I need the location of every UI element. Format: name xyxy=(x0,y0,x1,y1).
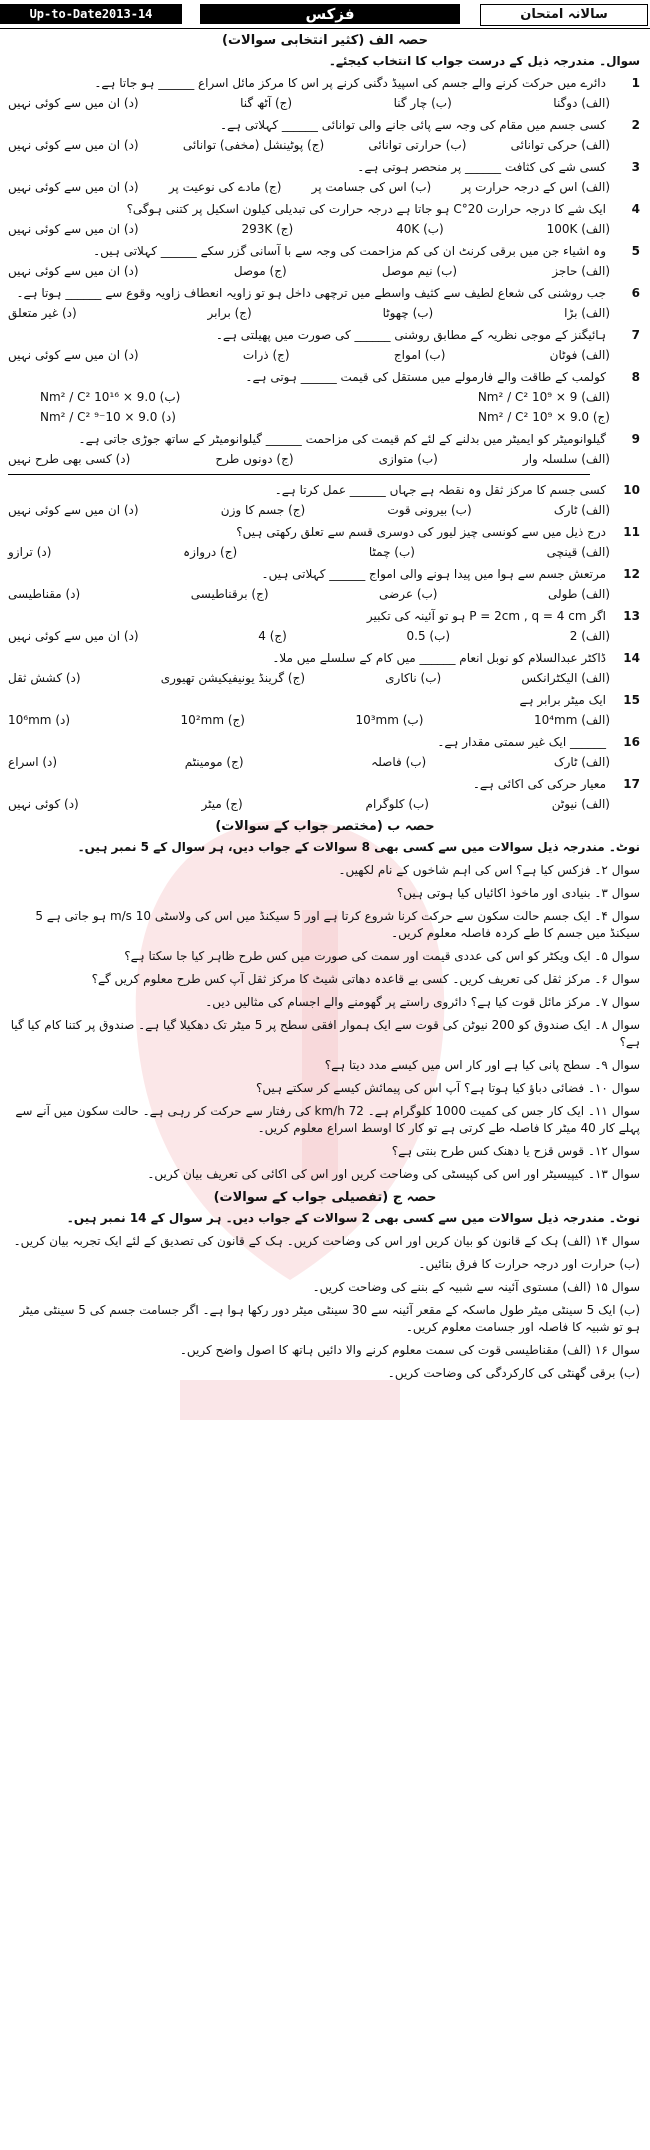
mcq-question xyxy=(0,479,650,501)
option: (الف) الیکٹرانکس xyxy=(521,671,610,685)
mcq-item xyxy=(0,324,650,366)
question-text: کسی شے کی کثافت ______ پر منحصر ہوتی ہے۔ xyxy=(357,160,606,174)
question-text: جب روشنی کی شعاع لطیف سے کثیف واسطے میں ترچھی داخل ہو تو زاویہ انعطاف زاویہ وقوع سے ______ ہوتا ہے۔ xyxy=(16,286,606,300)
option: (الف) 9 × 10⁹ Nm² / C² xyxy=(477,390,610,404)
question-item: سوال ۱۱۔ ایک کار جس کی کمیت 1000 کلوگرام ہے۔ 72 km/h کی رفتار سے حرکت کر رہی ہے۔ حالت سکون میں آنے سے پہلے کار 40 میٹر کا فاصلہ طے کرتی ہے تو کار کا اوسط اسراع معلوم کریں۔ xyxy=(15,1104,640,1135)
mcq-question xyxy=(0,521,650,543)
question-text: کسی جسم کا مرکز ثقل وہ نقطہ ہے جہاں ______ عمل کرتا ہے۔ xyxy=(274,483,606,497)
option: (د) ان میں سے کوئی نہیں xyxy=(8,96,139,110)
mcq-question xyxy=(0,428,650,450)
question-item: سوال ۸۔ ایک صندوق کو 200 نیوٹن کی قوت سے ایک ہموار افقی سطح پر 5 میٹر تک دھکیلا گیا ہے۔ صندوق پر کتنا کام کیا گیا ہے؟ xyxy=(10,1018,640,1049)
question-text: کولمب کے طاقت والے فارمولے میں مستقل کی قیمت ______ ہوتی ہے۔ xyxy=(245,370,606,384)
question-number: 7 xyxy=(631,328,640,342)
option: (ب) چھوٹا xyxy=(382,306,434,320)
mcq-question xyxy=(0,282,650,304)
question-number: 1 xyxy=(631,76,640,90)
question-text: دائرے میں حرکت کرنے والے جسم کی اسپیڈ دگنی کرنے پر اس کا مرکز مائل اسراع ______ ہو جاتا ہے۔ xyxy=(94,76,606,90)
option: (د) کسی بھی طرح نہیں xyxy=(8,452,131,466)
option: (ج) آٹھ گنا xyxy=(240,96,293,110)
question-number: 2 xyxy=(631,118,640,132)
mcq-item xyxy=(0,605,650,647)
mcq-item xyxy=(0,114,650,156)
question-item: سوال ۱۵ (الف) مستوی آئینہ سے شبیہ کے بننے کی وضاحت کریں۔ xyxy=(312,1280,640,1294)
option: (الف) حاجز xyxy=(552,264,610,278)
option: (د) ان میں سے کوئی نہیں xyxy=(8,348,139,362)
option: (د) ان میں سے کوئی نہیں xyxy=(8,180,139,194)
mcq-item xyxy=(0,773,650,815)
question-number: 9 xyxy=(631,432,640,446)
mcq-item xyxy=(0,479,650,521)
question-number: 14 xyxy=(623,651,640,665)
option: (ج) 293K xyxy=(241,222,294,236)
mcq-question xyxy=(0,647,650,669)
options-row xyxy=(0,711,650,731)
option: (الف) اس کے درجہ حرارت پر xyxy=(461,180,610,194)
option: (الف) نیوٹن xyxy=(551,797,610,811)
options-row xyxy=(0,178,650,198)
mcq-question xyxy=(0,689,650,711)
option: (الف) ٹارک xyxy=(553,755,610,769)
mcq-item xyxy=(0,689,650,731)
option: (ج) دونوں طرح xyxy=(215,452,294,466)
option: (ج) دروازہ xyxy=(183,545,238,559)
mcq-question xyxy=(0,605,650,627)
mcq-question xyxy=(0,240,650,262)
option: (د) ان میں سے کوئی نہیں xyxy=(8,629,139,643)
mcq-question xyxy=(0,72,650,94)
option: (ب) متوازی xyxy=(378,452,438,466)
options-row xyxy=(0,585,650,605)
mcq-item xyxy=(0,198,650,240)
section-a-title: حصہ الف (کثیر انتخابی سوالات) xyxy=(222,33,428,48)
mcq-item xyxy=(0,240,650,282)
options-row xyxy=(0,408,650,428)
question-number: 4 xyxy=(631,202,640,216)
mcq-question xyxy=(0,366,650,388)
option: (ج) برقناطیسی xyxy=(190,587,269,601)
option: (ب) 0.5 xyxy=(406,629,451,643)
question-text: ایک میٹر برابر ہے xyxy=(519,693,606,707)
option: (د) ان میں سے کوئی نہیں xyxy=(8,222,139,236)
question-text: کسی جسم میں مقام کی وجہ سے پائی جانے والی توانائی ______ کہلاتی ہے۔ xyxy=(219,118,606,132)
option: (ج) مومینٹم xyxy=(184,755,244,769)
question-text: مرتعش جسم سے ہوا میں پیدا ہونے والی امواج ______ کہلاتی ہیں۔ xyxy=(261,567,606,581)
option: (د) کوئی نہیں xyxy=(8,797,79,811)
question-text: ہائیگنز کے موجی نظریہ کے مطابق روشنی ______ کی صورت میں پھیلتی ہے۔ xyxy=(215,328,606,342)
question-item: سوال ۱۳۔ کیپیسیٹر اور اس کی کپیسٹی کی وضاحت کریں اور اس کی اکائی کی تعریف بیان کریں۔ xyxy=(147,1167,640,1181)
options-row xyxy=(0,346,650,366)
option: (الف) دوگنا xyxy=(553,96,610,110)
options-row xyxy=(0,627,650,647)
option: (ج) جسم کا وزن xyxy=(220,503,306,517)
mcq-item xyxy=(0,156,650,198)
question-text: اگر P = 2cm , q = 4 cm ہو تو آئینہ کی تکبیر xyxy=(366,609,606,623)
section-c-note: نوٹ۔ مندرجہ ذیل سوالات میں سے کسی بھی 2 سوالات کے جواب دیں۔ ہر سوال کے 14 نمبر ہیں۔ xyxy=(66,1211,640,1225)
option: (ج) میٹر xyxy=(201,797,243,811)
mcq-item xyxy=(0,731,650,773)
option: (ب) ناکاری xyxy=(385,671,442,685)
question-item: سوال ۷۔ مرکز مائل قوت کیا ہے؟ دائروی راستے پر گھومنے والے اجسام کی مثالیں دیں۔ xyxy=(205,995,640,1009)
option: (ب) کلوگرام xyxy=(365,797,429,811)
option: (ب) 10³mm xyxy=(355,713,424,727)
option: (د) ان میں سے کوئی نہیں xyxy=(8,138,139,152)
option: (د) غیر متعلق xyxy=(8,306,77,320)
options-row xyxy=(0,543,650,563)
option: (د) 10⁶mm xyxy=(8,713,71,727)
option: (الف) حرکی توانائی xyxy=(510,138,610,152)
option: (د) اسراع xyxy=(8,755,58,769)
question-item: سوال ۱۴ (الف) ہک کے قانون کو بیان کریں اور اس کی وضاحت کریں۔ ہک کے قانون کی تصدیق کے لئے ایک تجربہ بیان کریں۔ xyxy=(13,1234,640,1248)
mcq-question xyxy=(0,563,650,585)
option: (ب) بیرونی قوت xyxy=(387,503,472,517)
short-question-list xyxy=(0,859,650,1186)
option: (د) کشش ثقل xyxy=(8,671,81,685)
option: (د) ان میں سے کوئی نہیں xyxy=(8,503,139,517)
question-number: 6 xyxy=(631,286,640,300)
question-number: 11 xyxy=(623,525,640,539)
options-row xyxy=(0,136,650,156)
option: (الف) ٹارک xyxy=(553,503,610,517)
edition-tag: Up-to-Date2013-14 xyxy=(0,4,182,24)
options-row xyxy=(0,304,650,324)
mcq-item xyxy=(0,428,650,470)
mcq-question xyxy=(0,731,650,753)
option: (ب) امواج xyxy=(393,348,446,362)
option: (ج) برابر xyxy=(207,306,252,320)
question-item: سوال ۶۔ مرکز ثقل کی تعریف کریں۔ کسی بے قاعدہ دھاتی شیٹ کا مرکز ثقل آپ کس طرح معلوم کریں گے؟ xyxy=(91,972,640,986)
mcq-item xyxy=(0,647,650,689)
question-number: 10 xyxy=(623,483,640,497)
option: (ج) مادے کی نوعیت پر xyxy=(168,180,282,194)
question-item: سوال ۳۔ بنیادی اور ماخوذ اکائیاں کیا ہوتی ہیں؟ xyxy=(396,886,640,900)
question-text: گیلوانومیٹر کو ایمیٹر میں بدلنے کے لئے کم قیمت کی مزاحمت ______ گیلوانومیٹر کے ساتھ جوڑی جاتی ہے۔ xyxy=(78,432,606,446)
option: (الف) 100K xyxy=(546,222,610,236)
question-item: سوال ۴۔ ایک جسم حالت سکون سے حرکت کرنا شروع کرتا ہے اور 5 سیکنڈ میں اس کی ولاسٹی 10 m/s ہو جاتی ہے 5 سیکنڈ میں جسم کا طے کردہ فاصلہ معلوم کریں۔ xyxy=(35,909,640,940)
mcq-item xyxy=(0,282,650,324)
option: (الف) طولی xyxy=(548,587,610,601)
question-text: درج ذیل میں سے کونسی چیز لیور کی دوسری قسم سے تعلق رکھتی ہیں؟ xyxy=(236,525,606,539)
option: (ب) 40K xyxy=(396,222,444,236)
option: (د) ان میں سے کوئی نہیں xyxy=(8,264,139,278)
option: (ج) پوٹینشل (مخفی) توانائی xyxy=(182,138,325,152)
options-row xyxy=(0,94,650,114)
question-item: سوال ۹۔ سطح پانی کیا ہے اور کار اس میں کیسے مدد دیتا ہے؟ xyxy=(324,1058,640,1072)
subject-title: فزکس xyxy=(200,4,460,24)
option: (الف) قینچی xyxy=(546,545,610,559)
question-number: 12 xyxy=(623,567,640,581)
option: (د) مقناطیسی xyxy=(8,587,81,601)
mcq-item xyxy=(0,72,650,114)
option: (ب) نیم موصل xyxy=(381,264,458,278)
exam-type-label: سالانہ امتحان xyxy=(480,4,648,26)
option: (الف) 10⁴mm xyxy=(533,713,610,727)
divider-line xyxy=(8,474,590,475)
question-text: وہ اشیاء جن میں برقی کرنٹ ان کی کم مزاحمت کی وجہ سے با آسانی گزر سکے ______ کہلاتی ہیں۔ xyxy=(93,244,606,258)
options-row xyxy=(0,501,650,521)
question-number: 17 xyxy=(623,777,640,791)
question-text: ایک شے کا درجہ حرارت 20°C ہو جاتا ہے درجہ حرارت کی تبدیلی کیلون اسکیل پر کتنی ہوگی؟ xyxy=(126,202,606,216)
question-number: 8 xyxy=(631,370,640,384)
mcq-question xyxy=(0,114,650,136)
options-row xyxy=(0,669,650,689)
option: (ب) 9.0 × 10¹⁶ Nm² / C² xyxy=(40,390,181,404)
option: (ب) چمٹا xyxy=(368,545,415,559)
option: (ب) اس کی جسامت پر xyxy=(311,180,432,194)
option: (د) 9.0 × 10⁻⁹ Nm² / C² xyxy=(40,410,176,424)
option: (ب) چار گنا xyxy=(393,96,452,110)
header-bar xyxy=(0,0,650,29)
question-text: معیار حرکی کی اکائی ہے۔ xyxy=(472,777,606,791)
long-question-list xyxy=(0,1230,650,1385)
options-row xyxy=(0,795,650,815)
mcq-question xyxy=(0,773,650,795)
mcq-item xyxy=(0,521,650,563)
question-number: 15 xyxy=(623,693,640,707)
mcq-item xyxy=(0,366,650,428)
option: (ج) 9.0 × 10⁹ Nm² / C² xyxy=(478,410,610,424)
options-row xyxy=(0,753,650,773)
options-row xyxy=(0,220,650,240)
question-item: (ب) ایک 5 سینٹی میٹر طول ماسکہ کے مقعر آئینہ سے 30 سینٹی میٹر دور رکھا ہوا ہے۔ اگر جسامت جسم کی 5 سینٹی میٹر ہو تو شبیہ کا فاصلہ اور جسامت معلوم کریں۔ xyxy=(19,1303,640,1334)
options-row xyxy=(0,450,650,470)
question-item: (ب) حرارت اور درجہ حرارت کا فرق بتائیں۔ xyxy=(418,1257,640,1271)
option: (ج) گرینڈ یونیفیکیشن تھیوری xyxy=(160,671,306,685)
options-row xyxy=(0,262,650,282)
section-b-note: نوٹ۔ مندرجہ ذیل سوالات میں سے کسی بھی 8 سوالات کے جواب دیں، ہر سوال کے 5 نمبر ہیں۔ xyxy=(77,840,640,854)
mcq-question xyxy=(0,198,650,220)
section-c-title: حصہ ج (تفصیلی جواب کے سوالات) xyxy=(213,1190,437,1205)
question-item: سوال ۱۲۔ قوس قزح یا دھنک کس طرح بنتی ہے؟ xyxy=(391,1144,640,1158)
option: (الف) فوٹان xyxy=(549,348,610,362)
question-item: (ب) برقی گھنٹی کی کارکردگی کی وضاحت کریں۔ xyxy=(387,1366,640,1380)
options-row xyxy=(0,388,650,408)
section-a-instruction: سوال۔ مندرجہ ذیل کے درست جواب کا انتخاب کیجئے۔ xyxy=(328,54,640,68)
question-number: 5 xyxy=(631,244,640,258)
option: (الف) 2 xyxy=(569,629,610,643)
option: (ب) حرارتی توانائی xyxy=(368,138,467,152)
question-number: 13 xyxy=(623,609,640,623)
section-b-title: حصہ ب (مختصر جواب کے سوالات) xyxy=(215,819,435,834)
option: (ب) عرضی xyxy=(379,587,438,601)
option: (ج) 4 xyxy=(258,629,287,643)
question-item: سوال ۵۔ ایک ویکٹر کو اس کی عددی قیمت اور سمت کی صورت میں کس طرح ظاہر کیا جا سکتا ہے؟ xyxy=(124,949,640,963)
option: (ج) موصل xyxy=(233,264,287,278)
option: (ج) 10²mm xyxy=(180,713,245,727)
option: (الف) بڑا xyxy=(564,306,610,320)
mcq-question xyxy=(0,324,650,346)
option: (ب) فاصلہ xyxy=(371,755,427,769)
question-text: ______ ایک غیر سمتی مقدار ہے۔ xyxy=(437,735,606,749)
mcq-list xyxy=(0,72,650,815)
question-number: 3 xyxy=(631,160,640,174)
mcq-question xyxy=(0,156,650,178)
question-item: سوال ۱۰۔ فضائی دباؤ کیا ہوتا ہے؟ آپ اس کی پیمائش کیسے کر سکتے ہیں؟ xyxy=(256,1081,640,1095)
question-item: سوال ۲۔ فزکس کیا ہے؟ اس کی اہم شاخوں کے نام لکھیں۔ xyxy=(338,863,640,877)
option: (ج) ذرات xyxy=(242,348,290,362)
question-number: 16 xyxy=(623,735,640,749)
mcq-item xyxy=(0,563,650,605)
question-text: ڈاکٹر عبدالسلام کو نوبل انعام ______ میں کام کے سلسلے میں ملا۔ xyxy=(272,651,606,665)
option: (د) ترازو xyxy=(8,545,52,559)
question-item: سوال ۱۶ (الف) مقناطیسی قوت کی سمت معلوم کرنے والا دائیں ہاتھ کا اصول واضح کریں۔ xyxy=(179,1343,640,1357)
option: (الف) سلسلہ وار xyxy=(522,452,610,466)
